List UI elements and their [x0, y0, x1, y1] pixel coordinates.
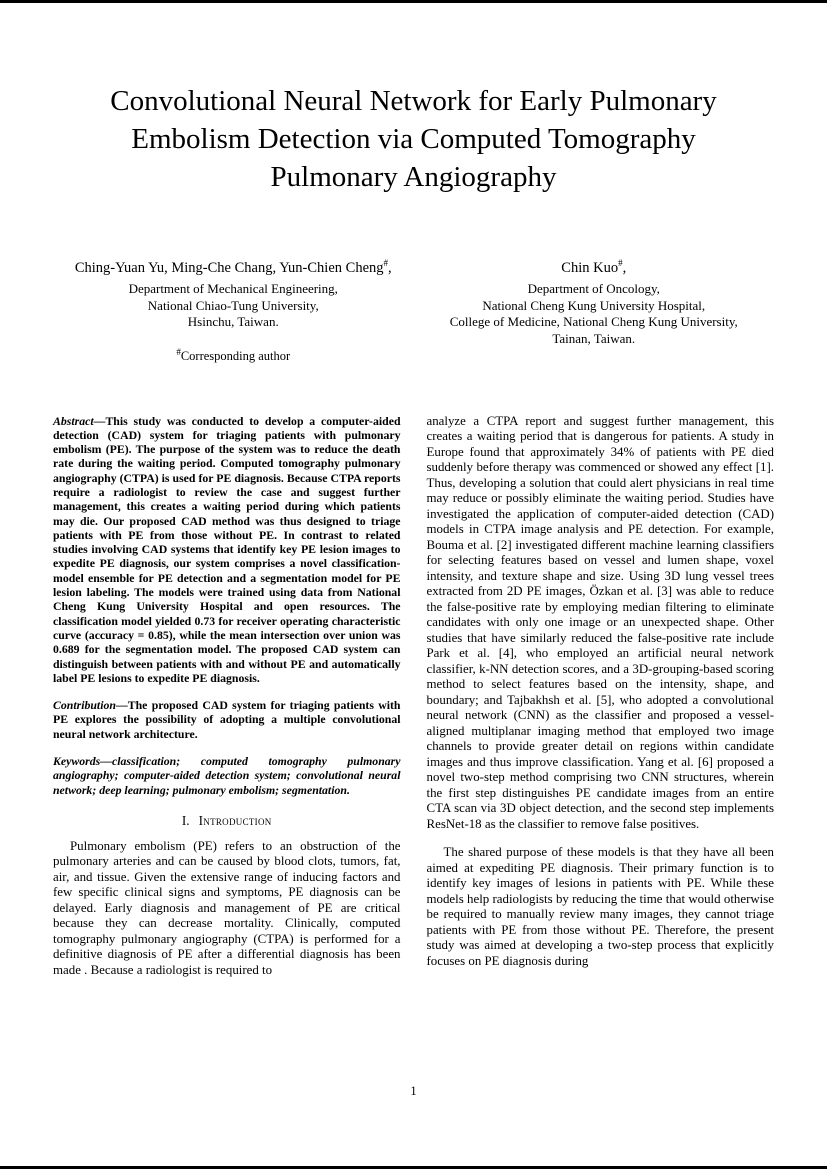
page-edge-top: [0, 0, 827, 3]
corresponding-author-note: [63, 346, 404, 364]
page-number: 1: [410, 1084, 417, 1098]
affiliation-line-college: College of Medicine, National Cheng Kung University,: [449, 314, 738, 329]
affiliation-line-department: Department of Oncology,: [527, 281, 660, 296]
abstract-text: This study was conducted to develop a computer-aided detection (CAD) system for triaging patients with pulmonary embolism (PE). The purpose of the system was to reduce the death rate during the waiting period. Computed tomography pulmonary angiography (CTPA) is used for PE diagnosis. Because CTPA reports require a radiologist to review the case and suggest further management, this creates a waiting period during which patients may die. Our proposed CAD method was thus designed to triage patients with PE from those without PE. In contrast to related studies involving CAD systems that identify key PE lesion images to expedite PE diagnosis, our system comprises a novel classification-model ensemble for PE detection and a segmentation model for PE lesion labeling. The models were trained using data from National Cheng Kung University Hospital and open resources. The classification model yielded 0.73 for receiver operating characteristic curve (accuracy = 0.85), while the mean intersection over union was 0.689 for the segmentation model. The proposed CAD system can distinguish between patients with and without PE and automatically label PE lesions to expedite PE diagnosis.: [53, 413, 401, 685]
paper-title: [53, 82, 774, 196]
abstract-label: Abstract—: [53, 413, 106, 428]
left-column: [53, 414, 401, 992]
paper-body: [53, 414, 774, 992]
author-names-right-comma: ,: [622, 260, 627, 276]
contribution-paragraph: [53, 698, 401, 741]
affiliation-line-department: Department of Mechanical Engineering,: [128, 281, 338, 296]
corresponding-author-mark: #: [176, 346, 181, 357]
affiliation-line-city: Hsinchu, Taiwan.: [187, 314, 279, 329]
author-names-left-comma: ,: [388, 260, 392, 276]
intro-paragraph-1: Pulmonary embolism (PE) refers to an obstruction of the pulmonary arteries and can be caused by blood clots, tumors, fat, air, and tissue. Given the extensive range of inducing factors and few specific clinical signs and symptoms, PE diagnosis can be delayed. Early diagnosis and management of PE are critical because they can decrease mortality. Clinically, computed tomography pulmonary angiography (CTPA) is performed for a definitive diagnosis of PE after a differential diagnosis has been made . Because a radiologist is required to: [53, 838, 401, 977]
corresponding-author-text: Corresponding author: [180, 348, 291, 363]
author-block-left: [53, 260, 414, 364]
authors-section: [53, 260, 774, 364]
keywords-label: Keywords—: [53, 754, 112, 769]
keywords-text: classification; computed tomography pulmonary angiography; computer-aided detection system; convolutional neural network; deep learning; pulmonary embolism; segmentation.: [53, 754, 401, 797]
author-block-right: [414, 260, 775, 364]
section-title: Introduction: [198, 812, 272, 828]
contribution-label: Contribution—: [53, 698, 128, 713]
paper-title-line-3: Pulmonary Angiography: [270, 161, 557, 193]
paper-title-line-2: Embolism Detection via Computed Tomography: [131, 123, 696, 155]
contribution-text: The proposed CAD system for triaging patients with PE explores the possibility of adopting a multiple convolutional neural network architecture.: [53, 698, 401, 741]
section-number: I.: [181, 812, 190, 828]
corresponding-author-mark: #: [383, 258, 389, 269]
abstract-paragraph: [53, 414, 401, 686]
intro-paragraph-2: The shared purpose of these models is that they have all been aimed at expediting PE diagnosis. Their primary function is to identify key images of lesions in patients with PE. While these models help radiologists by reducing the time that would otherwise be required to manually review many images, they cannot triage patients with PE from those without PE. Therefore, the present study was aimed at developing a two-step process that explicitly focuses on PE diagnosis during: [426, 845, 774, 968]
corresponding-author-mark: #: [618, 258, 623, 269]
author-names-left-text: Ching-Yuan Yu, Ming-Che Chang, Yun-Chien Cheng: [74, 260, 384, 276]
author-names-left: [63, 260, 404, 277]
affiliation-line-university: National Chiao-Tung University,: [147, 297, 319, 313]
author-names-right-text: Chin Kuo: [561, 260, 619, 276]
keywords-paragraph: [53, 754, 401, 797]
author-names-right: [424, 260, 765, 277]
right-column: [427, 414, 775, 992]
affiliation-line-city: Tainan, Taiwan.: [552, 330, 636, 346]
affiliation-line-hospital: National Cheng Kung University Hospital,: [482, 297, 706, 313]
intro-paragraph-1-continued: analyze a CTPA report and suggest further management, this creates a waiting period that is dangerous for patients. A study in Europe found that approximately 34% of patients with PE died suddenly before therapy was commenced or showed any effect [1]. Thus, developing a solution that could alert physicians in real time may reduce or possibly eliminate the waiting period. Studies have investigated the application of computer-aided detection (CAD) models in CTPA image analysis and PE detection. For example, Bouma et al. [2] investigated different machine learning classifiers for selecting features based on vessel and lumen shape, voxel intensity, and texture shape and size. Using 3D lung vessel trees extracted from 2D PE images, Özkan et al. [3] was able to reduce the false-positive rate by employing median filtering to eliminate candidates with only one image or an unexpected shape. Other studies that have similarly reduced the false-positive rate include Park et al. [4], who employed an artificial neural network classifier, k-NN detection scores, and a 3D-grouping-based scoring method to select features based on the intensity, shape, and boundary; and Tajbakhsh et al. [5], who adopted a convolutional neural network (CNN) as the classifier and proposed a vessel-aligned multiplanar imaging method that employed two image channels to provide greater detail on regions within candidate images and thus improve classification. Yang et al. [6] proposed a novel two-step method comprising two CNN structures, wherein the first step distinguishes PE candidate images from an entire CTA scan via 3D object detection, and the second step implements ResNet-18 as the classifier to remove false positives.: [426, 413, 774, 831]
paper-title-line-1: Convolutional Neural Network for Early Pulmonary: [110, 85, 717, 117]
section-heading-introduction: [53, 813, 401, 829]
